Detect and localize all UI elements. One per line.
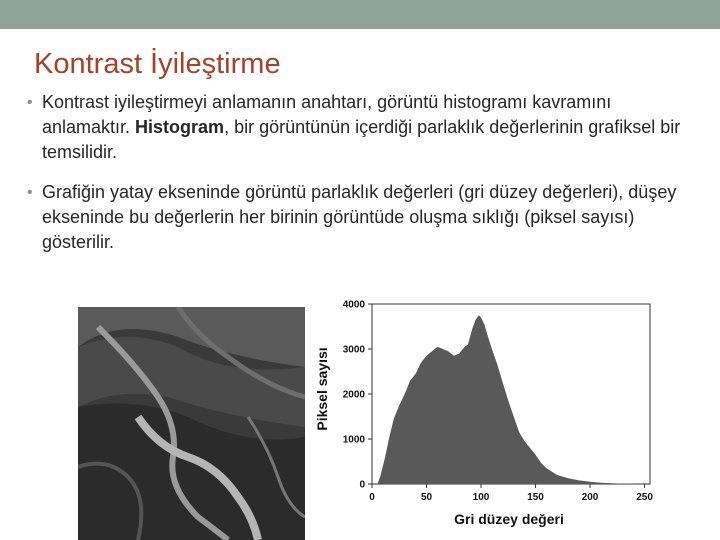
y-tick-label: 4000 [342,299,365,311]
bullet-dot-icon: • [27,184,33,201]
bullet-list [24,90,694,270]
x-tick-label: 0 [369,492,375,503]
bullet-text-part: Grafiğin yatay ekseninde görüntü parlaklık değerleri (gri düzey değerleri), düşey ekseninde bu değerlerin her birinin görüntüde oluşma sıklığı (piksel sayısı) gösterilir. [42,182,677,252]
bullet-text-part: , bir görüntünün içerdiği parlaklık değerlerinin grafiksel bir temsilidir. [42,117,681,162]
x-tick-label: 250 [636,492,653,503]
y-tick-label: 0 [359,479,365,491]
bullet-text-part: Kontrast iyileştirmeyi anlamanın anahtarı, görüntü histogramı kavramını anlamaktır. [42,92,612,137]
bullet-bold-term: Histogram [135,117,225,137]
histogram-chart [305,290,720,540]
slide-top-bar [0,0,720,29]
y-tick-label: 3000 [342,344,365,356]
bullet-item [24,90,694,165]
bullet-item [24,180,694,255]
y-axis-ticks [343,300,372,491]
y-axis-title: Piksel sayısı [314,347,330,431]
x-tick-label: 50 [420,492,433,503]
y-tick-label: 1000 [342,434,365,446]
x-tick-label: 100 [472,492,490,503]
x-tick-label: 200 [581,492,599,503]
aerial-satellite-photo [78,307,305,540]
bullet-dot-icon: • [27,94,33,111]
y-tick-label: 2000 [342,389,365,401]
x-axis-ticks [369,484,653,503]
x-axis-title: Gri düzey değeri [454,511,564,527]
x-tick-label: 150 [527,492,544,503]
slide-title: Kontrast İyileştirme [34,48,281,80]
